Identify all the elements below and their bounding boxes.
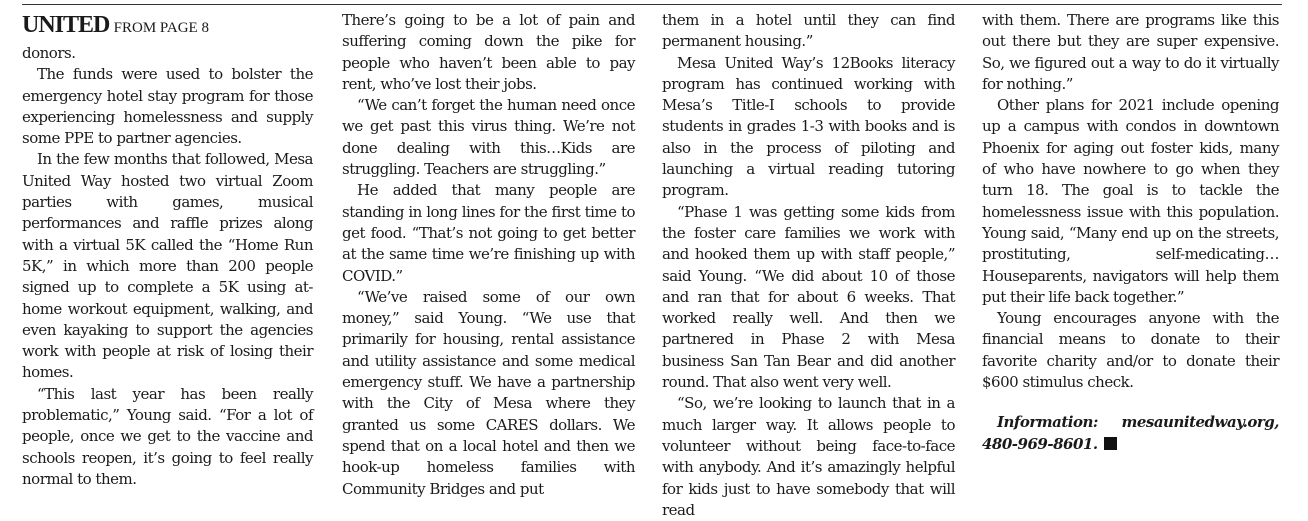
paragraph: In the few months that followed, Mesa United Way hosted two virtual Zoom parties with games, musical performances and raffle prizes along with a virtual 5K called the “Home Run 5K,” in which more than 200 people signed up to complete a 5K using at-home workout equipment, walking, and even kayaking to support the agencies work with people at risk of losing their homes. — [22, 150, 313, 382]
paragraph: There’s going to be a lot of pain and suffering coming down the pike for people who haven’t been able to pay rent, who’ve lost their jobs. — [342, 11, 635, 93]
info-line — [982, 412, 1279, 455]
paragraph: “We’ve raised some of our own money,” said Young. “We use that primarily for housing, rental assistance and utility assistance and some medical emergency stuff. We have a partnership with the City of Mesa where they granted us some CARES dollars. We spend that on a local hotel and then we hook-up homeless families with Community Bridges and put — [342, 287, 635, 498]
paragraph: with them. There are programs like this out there but they are super expensive. So, we figured out a way to do it virtually for nothing.” — [982, 11, 1279, 93]
paragraph: He added that many people are standing in long lines for the first time to get food. “That’s not going to get better at the same time we’re finishing up with COVID.” — [342, 181, 635, 285]
paragraph: The funds were used to bolster the emergency hotel stay program for those experiencing homelessness and supply some PPE to partner agencies. — [22, 65, 313, 148]
paragraph: Other plans for 2021 include opening up a campus with condos in downtown Phoenix for aging out foster kids, many of who have nowhere to go when they turn 18. The goal is to tackle the homelessness issue with this population. Young said, “Many end up on the streets, prostituting, self-medicating… Houseparents, navigators will help them put their life back together.” — [982, 96, 1279, 306]
paragraph: Mesa United Way’s 12Books literacy program has continued working with Mesa’s Title-I schools to provide students in grades 1-3 with books and is also in the process of piloting and launching a virtual reading tutoring program. — [662, 53, 955, 200]
paragraph: “Phase 1 was getting some kids from the foster care families we work with and hooked them up with staff people,” said Young. “We did about 10 of those and ran that for about 6 weeks. That worked really well. And then we partnered in Phase 2 with Mesa business San Tan Bear and did another round. That also went very well. — [662, 202, 955, 392]
jump-head-from-page: FROM PAGE 8 — [113, 20, 209, 36]
paragraph: donors. — [22, 44, 76, 62]
end-of-story-mark — [1104, 437, 1117, 450]
paragraph: them in a hotel until they can find permanent housing.” — [662, 11, 955, 51]
jump-head — [22, 10, 313, 43]
column-1 — [22, 10, 319, 488]
info-text: Information: mesaunitedway.org, 480-969-8601. — [982, 413, 1279, 453]
paragraph: “So, we’re looking to launch that in a much larger way. It allows people to volunteer without being face-to-face with anybody. And it’s amazingly helpful for kids just to have somebody that will read — [662, 394, 955, 519]
jump-head-word: UNITED — [22, 12, 110, 38]
paragraph: “We can’t forget the human need once we get past this virus thing. We’re not done dealing with this…Kids are struggling. Teachers are struggling.” — [342, 96, 635, 179]
top-rule — [22, 4, 1282, 5]
article-continuation — [22, 10, 1282, 519]
column-2 — [342, 10, 639, 498]
column-4 — [982, 10, 1279, 456]
paragraph: “This last year has been really problematic,” Young said. “For a lot of people, once we get to the vaccine and schools reopen, it’s going to feel really normal to them. — [22, 384, 313, 488]
paragraph: Young encourages anyone with the financial means to donate to their favorite charity and/or to donate their $600 stimulus check. — [982, 309, 1279, 392]
column-3 — [662, 10, 959, 519]
